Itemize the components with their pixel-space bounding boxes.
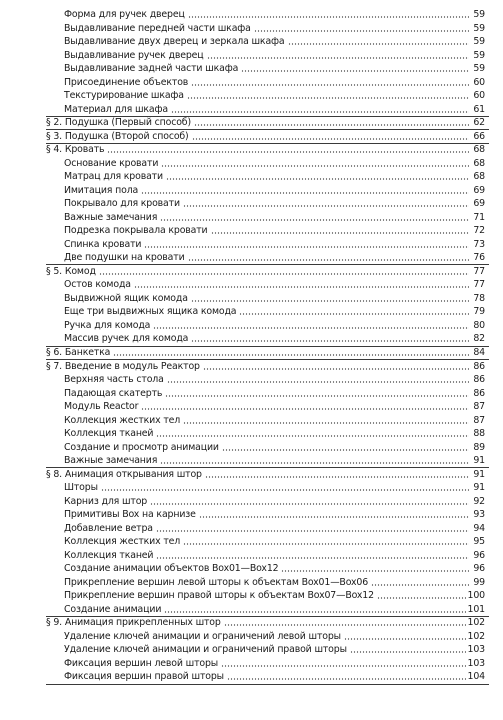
toc-entry-title: Коллекция жестких тел (64, 414, 181, 426)
dot-leader (227, 678, 466, 680)
toc-subsection-entry (0, 8, 503, 22)
toc-subsection-entry (0, 157, 503, 171)
dot-leader (113, 354, 469, 356)
toc-subsection-entry (0, 305, 503, 319)
toc-entry-title: Прикрепление вершин правой шторы к объектам Box07—Box12 (64, 590, 374, 602)
dot-leader (191, 84, 469, 86)
dot-leader (161, 165, 469, 167)
toc-entry-title: Шторы (64, 482, 98, 494)
toc-subsection-entry (0, 62, 503, 76)
dot-leader (191, 300, 469, 302)
toc-subsection-entry (0, 535, 503, 549)
toc-page-number: 101 (467, 603, 485, 615)
dot-leader (171, 111, 469, 113)
dot-leader (207, 57, 470, 59)
toc-page-number: 86 (473, 360, 485, 372)
section-divider (46, 129, 489, 130)
toc-entry-title: Покрывало для кровати (64, 198, 180, 210)
toc-page-number: 79 (473, 306, 485, 318)
toc-subsection-entry (0, 657, 503, 671)
dot-leader (192, 138, 469, 140)
toc-entry-title: Удаление ключей анимации и ограничений левой шторы (64, 630, 341, 642)
toc-page-number: 69 (473, 198, 485, 210)
toc-page-number: 77 (473, 279, 485, 291)
toc-subsection-entry (0, 35, 503, 49)
dot-leader (141, 192, 469, 194)
toc-subsection-entry (0, 319, 503, 333)
toc-entry-title: Важные замечания (64, 211, 158, 223)
toc-page-number: 76 (473, 252, 485, 264)
toc-entry-title: § 6. Банкетка (46, 347, 111, 358)
toc-entry-title: § 8. Анимация открывания штор (46, 468, 202, 480)
dot-leader (288, 43, 470, 45)
toc-section-entry (0, 360, 503, 374)
toc-subsection-entry (0, 76, 503, 90)
dot-leader (153, 327, 469, 329)
dot-leader (167, 381, 469, 383)
toc-entry-title: Создание анимации объектов Box01—Box12 (64, 563, 279, 575)
toc-subsection-entry (0, 184, 503, 198)
dot-leader (203, 368, 469, 370)
toc-page-number: 73 (473, 238, 485, 250)
toc-entry-title: Матрац для кровати (64, 171, 163, 183)
toc-entry-title: Еще три выдвижных ящика комода (64, 306, 237, 318)
toc-entry-title: Добавление ветра (64, 522, 153, 534)
dot-leader (165, 395, 469, 397)
dot-leader (188, 16, 469, 18)
toc-page-number: 61 (473, 103, 485, 115)
toc-subsection-entry (0, 427, 503, 441)
dot-leader (205, 476, 469, 478)
dot-leader (224, 624, 466, 626)
dot-leader (107, 151, 469, 153)
dot-leader (134, 286, 469, 288)
toc-page-number: 95 (473, 536, 485, 548)
toc-entry-title: Массив ручек для комода (64, 333, 189, 345)
toc-page-number: 104 (467, 671, 485, 683)
toc-page-number: 89 (473, 441, 485, 453)
toc-page-number: 59 (473, 22, 485, 34)
dot-leader (377, 597, 466, 599)
toc-subsection-entry (0, 495, 503, 509)
dot-leader (344, 638, 466, 640)
section-divider (46, 143, 489, 144)
toc-section-entry (0, 116, 503, 130)
toc-subsection-entry (0, 292, 503, 306)
toc-subsection-entry (0, 373, 503, 387)
toc-page-number: 93 (473, 509, 485, 521)
toc-subsection-entry (0, 562, 503, 576)
toc-entry-title: Коллекция жестких тел (64, 536, 181, 548)
toc-page-number: 68 (473, 157, 485, 169)
dot-leader (194, 124, 469, 126)
toc-subsection-entry (0, 522, 503, 536)
toc-page-number: 86 (473, 387, 485, 399)
dot-leader (239, 313, 469, 315)
dot-leader (156, 435, 469, 437)
toc-entry-title: Выдавливание передней части шкафа (64, 22, 251, 34)
toc-subsection-entry (0, 238, 503, 252)
toc-page-number: 103 (467, 644, 485, 656)
toc-page-number: 78 (473, 292, 485, 304)
dot-leader (183, 543, 469, 545)
toc-entry-title: § 5. Комод (46, 265, 96, 277)
toc-entry-title: Фиксация вершин левой шторы (64, 657, 219, 669)
toc-entry-title: Остов комода (64, 279, 131, 291)
toc-subsection-entry (0, 670, 503, 684)
toc-entry-title: Прикрепление вершин левой шторы к объектам Box01—Box06 (64, 576, 369, 588)
toc-entry-title: Имитация пола (64, 184, 139, 196)
toc-subsection-entry (0, 22, 503, 36)
toc-subsection-entry (0, 251, 503, 265)
toc-page-number: 96 (473, 549, 485, 561)
toc-entry-title: Подрезка покрывала кровати (64, 225, 208, 237)
dot-leader (222, 449, 469, 451)
toc-page-number: 59 (473, 36, 485, 48)
toc-entry-title: Создание и просмотр анимации (64, 441, 219, 453)
toc-page-number: 71 (473, 211, 485, 223)
toc-subsection-entry (0, 224, 503, 238)
toc-page-number: 102 (467, 617, 485, 629)
toc-entry-title: Выдавливание задней части шкафа (64, 63, 239, 75)
toc-page-number: 59 (473, 49, 485, 61)
dot-leader (187, 97, 469, 99)
toc-entry-title: § 3. Подушка (Второй способ) (46, 130, 189, 142)
toc-entry-title: Верхняя часть стола (64, 374, 164, 386)
toc-entry-title: Выдавливание ручек дверец (64, 49, 204, 61)
dot-leader (199, 516, 469, 518)
toc-page-number: 100 (467, 590, 485, 602)
toc-page-number: 62 (473, 117, 485, 129)
dot-leader (350, 651, 466, 653)
toc-subsection-entry (0, 197, 503, 211)
section-divider (46, 264, 489, 265)
toc-entry-title: § 9. Анимация прикрепленных штор (46, 617, 221, 629)
toc-page-number: 87 (473, 401, 485, 413)
toc-page-number: 94 (473, 522, 485, 534)
dot-leader (101, 489, 469, 491)
toc-page-number: 91 (473, 468, 485, 480)
dot-leader (188, 259, 469, 261)
toc-page-number: 103 (467, 657, 485, 669)
toc-subsection-entry (0, 576, 503, 590)
toc-subsection-entry (0, 103, 503, 117)
toc-entry-title: § 2. Подушка (Первый способ) (46, 117, 191, 129)
toc-page-number: 102 (467, 630, 485, 642)
toc-entry-title: § 4. Кровать (46, 144, 105, 156)
toc-subsection-entry (0, 454, 503, 468)
toc-entry-title: Присоединение объектов (64, 76, 189, 88)
toc-page-number: 92 (473, 495, 485, 507)
toc-section-entry (0, 130, 503, 144)
toc-subsection-entry (0, 49, 503, 63)
section-divider (46, 684, 489, 685)
dot-leader (254, 30, 469, 32)
toc-page-number: 66 (473, 130, 485, 142)
toc-subsection-entry (0, 441, 503, 455)
toc-entry-title: § 7. Введение в модуль Реактор (46, 360, 200, 372)
toc-page-number: 91 (473, 455, 485, 467)
dot-leader (99, 273, 469, 275)
toc-entry-title: Спинка кровати (64, 238, 142, 250)
toc-page-number: 82 (473, 333, 485, 345)
toc-page-number: 77 (473, 265, 485, 277)
toc-subsection-entry (0, 332, 503, 346)
section-divider (46, 346, 489, 347)
toc-page-number: 72 (473, 225, 485, 237)
toc-page-number: 69 (473, 184, 485, 196)
toc-entry-title: Важные замечания (64, 455, 158, 467)
dot-leader (150, 503, 469, 505)
section-divider (46, 116, 489, 117)
toc-page-number: 60 (473, 76, 485, 88)
toc-page-number: 86 (473, 374, 485, 386)
dot-leader (164, 611, 465, 613)
toc-subsection-entry (0, 89, 503, 103)
toc-page-number: 68 (473, 171, 485, 183)
toc-section-entry (0, 143, 503, 157)
toc-page-number: 87 (473, 414, 485, 426)
toc-entry-title: Материал для шкафа (64, 103, 168, 115)
toc-page-number: 84 (473, 347, 485, 358)
toc-subsection-entry (0, 400, 503, 414)
toc-entry-title: Ручка для комода (64, 319, 151, 331)
toc-page-number: 68 (473, 144, 485, 156)
dot-leader (141, 408, 469, 410)
toc-entry-title: Текстурирование шкафа (64, 90, 184, 102)
toc-entry-title: Фиксация вершин правой шторы (64, 671, 224, 683)
dot-leader (160, 462, 469, 464)
toc-entry-title: Карниз для штор (64, 495, 148, 507)
toc-section-entry (0, 265, 503, 279)
dot-leader (166, 178, 469, 180)
toc-subsection-entry (0, 508, 503, 522)
dot-leader (156, 557, 469, 559)
toc-entry-title: Выдвижной ящик комода (64, 292, 188, 304)
toc-subsection-entry (0, 211, 503, 225)
toc-entry-title: Падающая скатерть (64, 387, 163, 399)
section-divider (46, 359, 489, 360)
toc-entry-title: Создание анимации (64, 603, 162, 615)
dot-leader (281, 570, 469, 572)
toc-page-number: 60 (473, 90, 485, 102)
toc-section-entry (0, 346, 503, 360)
dot-leader (144, 246, 469, 248)
dot-leader (183, 422, 469, 424)
toc-section-entry (0, 468, 503, 482)
toc-entry-title: Коллекция тканей (64, 428, 154, 440)
dot-leader (241, 70, 469, 72)
toc-subsection-entry (0, 414, 503, 428)
toc-subsection-entry (0, 278, 503, 292)
toc-subsection-entry (0, 387, 503, 401)
toc-page-number: 91 (473, 482, 485, 494)
toc-entry-title: Основание кровати (64, 157, 159, 169)
section-divider (46, 467, 489, 468)
toc-subsection-entry (0, 549, 503, 563)
toc-subsection-entry (0, 589, 503, 603)
toc-page-number: 59 (473, 63, 485, 75)
toc-subsection-entry (0, 643, 503, 657)
toc-page-number: 96 (473, 563, 485, 575)
dot-leader (191, 340, 469, 342)
toc-subsection-entry (0, 630, 503, 644)
section-divider (46, 616, 489, 617)
toc-page-number: 88 (473, 428, 485, 440)
dot-leader (221, 665, 466, 667)
toc-entry-title: Модуль Reactor (64, 401, 139, 413)
toc-entry-title: Примитивы Box на карнизе (64, 509, 196, 521)
dot-leader (211, 232, 469, 234)
toc-entry-title: Выдавливание двух дверец и зеркала шкафа (64, 36, 285, 48)
dot-leader (156, 530, 469, 532)
toc-page-number: 80 (473, 319, 485, 331)
toc-entry-title: Две подушки на кровати (64, 252, 185, 264)
dot-leader (160, 219, 469, 221)
toc-subsection-entry (0, 603, 503, 617)
dot-leader (371, 584, 469, 586)
toc-page-number: 59 (473, 9, 485, 20)
toc-subsection-entry (0, 170, 503, 184)
toc-subsection-entry (0, 481, 503, 495)
toc-entry-title: Форма для ручек дверец (64, 9, 185, 20)
toc-entry-title: Удаление ключей анимации и ограничений правой шторы (64, 644, 347, 656)
toc-page-number: 99 (473, 576, 485, 588)
dot-leader (183, 205, 469, 207)
toc-entry-title: Коллекция тканей (64, 549, 154, 561)
toc-section-entry (0, 616, 503, 630)
